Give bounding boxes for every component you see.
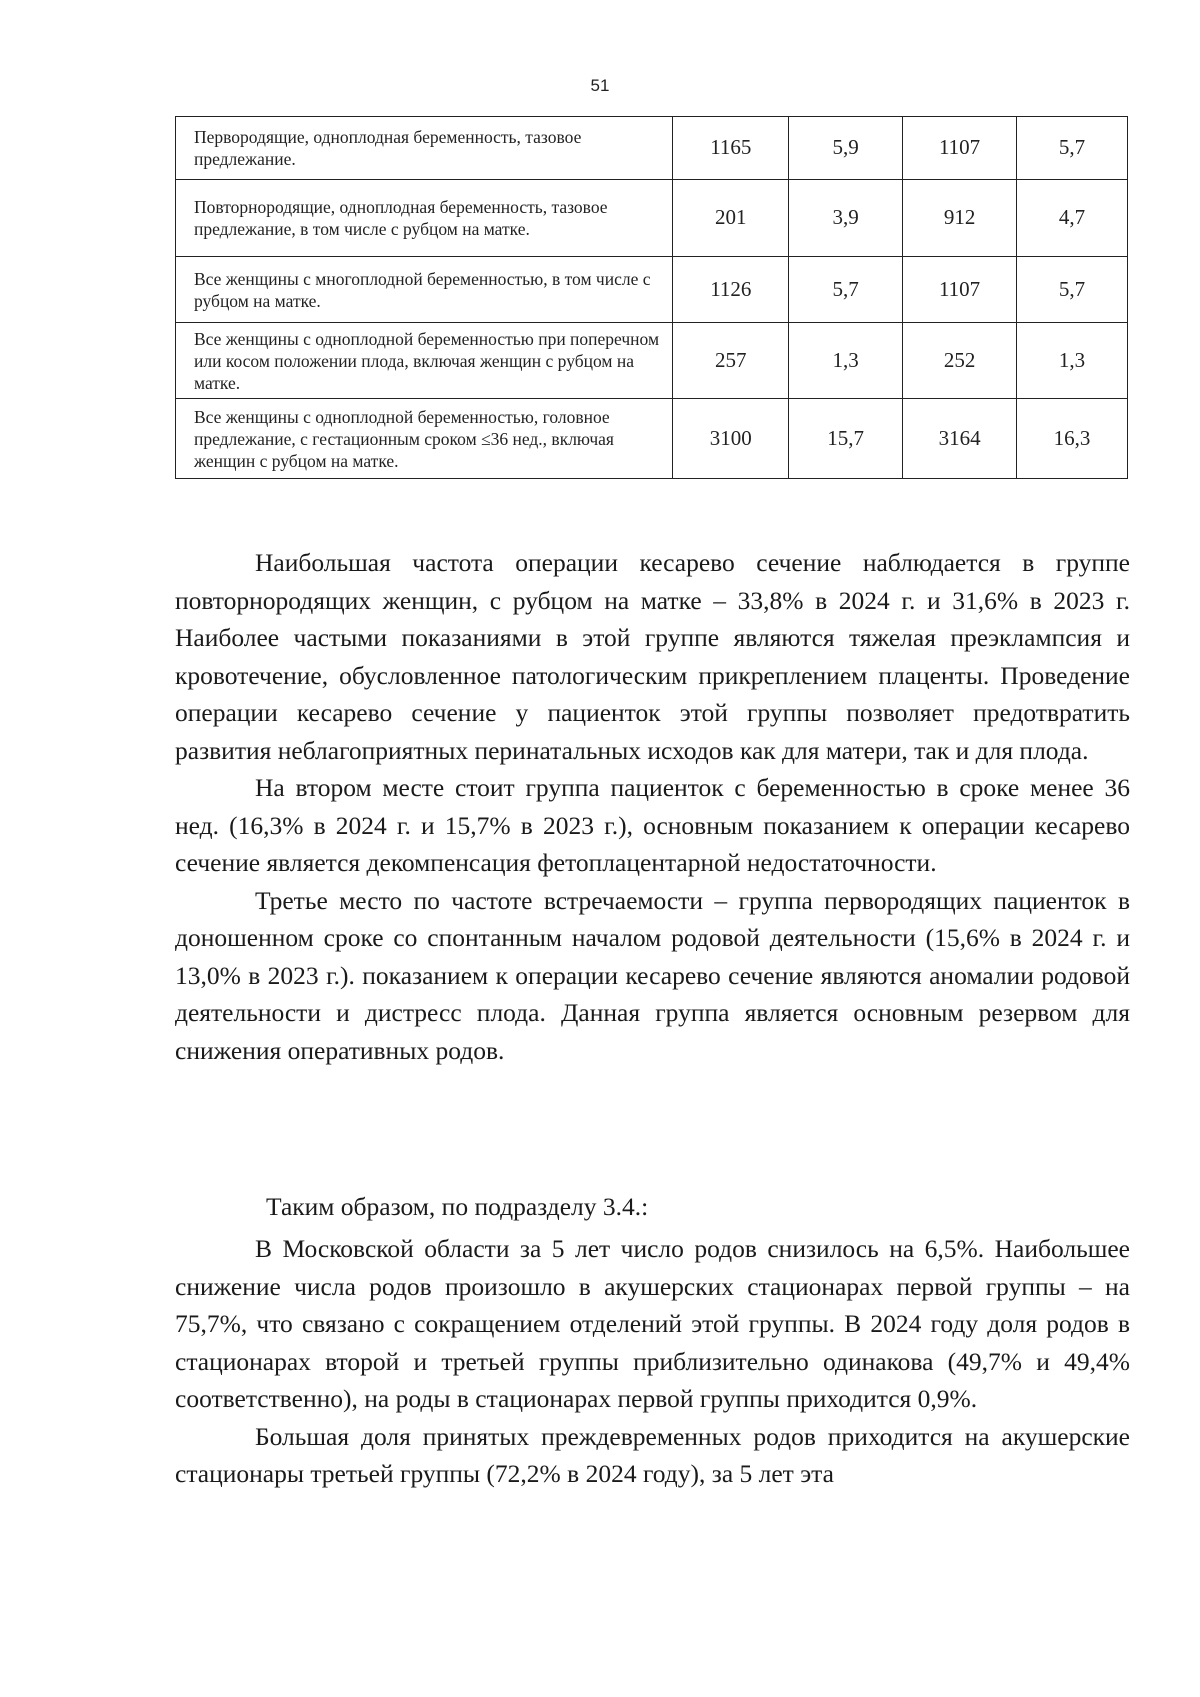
analysis-text <box>175 544 1130 1069</box>
cell-count-2024: 252 <box>903 323 1017 399</box>
paragraph: Большая доля принятых преждевременных родов приходится на акушерские стационары третьей группы (72,2% в 2024 году), за 5 лет эта <box>175 1421 1130 1488</box>
row-label: Все женщины с многоплодной беременностью, в том числе с рубцом на матке. <box>176 257 673 323</box>
paragraph: Наибольшая частота операции кесарево сечение наблюдается в группе повторнородящих женщин, с рубцом на матке – 33,8% в 2024 г. и 31,6% в 2023 г. Наиболее частыми показаниями в этой группе являются тяжелая преэклампсия и кровотечение, обусловленное патологическим прикреплением плаценты. Проведение операции кесарево сечение у пациенток этой группы позволяет предотвратить развития неблагоприятных перинатальных исходов как для матери, так и для плода. <box>175 548 1130 765</box>
table-row <box>176 257 1128 323</box>
cell-percent-2023: 3,9 <box>789 180 903 257</box>
table-row <box>176 117 1128 180</box>
conclusion-heading: Таким образом, по подразделу 3.4.: <box>266 1192 649 1221</box>
page-number: 51 <box>590 76 610 95</box>
cell-count-2024: 1107 <box>903 117 1017 180</box>
cell-count-2024: 912 <box>903 180 1017 257</box>
cell-count-2023: 3100 <box>673 399 789 479</box>
cell-percent-2024: 16,3 <box>1017 399 1128 479</box>
table-row <box>176 399 1128 479</box>
cell-count-2023: 1126 <box>673 257 789 323</box>
cell-count-2024: 3164 <box>903 399 1017 479</box>
table-row <box>176 323 1128 399</box>
cell-percent-2023: 15,7 <box>789 399 903 479</box>
cell-percent-2024: 1,3 <box>1017 323 1128 399</box>
row-label: Все женщины с одноплодной беременностью при поперечном или косом положении плода, включая женщин с рубцом на матке. <box>176 323 673 399</box>
cell-percent-2023: 5,7 <box>789 257 903 323</box>
cell-percent-2024: 5,7 <box>1017 257 1128 323</box>
cell-count-2023: 257 <box>673 323 789 399</box>
row-label: Все женщины с одноплодной беременностью, головное предлежание, с гестационным сроком ≤36 нед., включая женщин с рубцом на матке. <box>176 399 673 479</box>
cell-percent-2024: 5,7 <box>1017 117 1128 180</box>
cell-count-2023: 201 <box>673 180 789 257</box>
row-label: Повторнородящие, одноплодная беременность, тазовое предлежание, в том числе с рубцом на матке. <box>176 180 673 257</box>
cell-count-2023: 1165 <box>673 117 789 180</box>
conclusion-text <box>175 1230 1130 1493</box>
cell-percent-2023: 5,9 <box>789 117 903 180</box>
paragraph: Третье место по частоте встречаемости – группа первородящих пациенток в доношенном сроке со спонтанным началом родовой деятельности (15,6% в 2024 г. и 13,0% в 2023 г.). показанием к операции кесарево сечение являются аномалии родовой деятельности и дистресс плода. Данная группа является основным резервом для снижения оперативных родов. <box>175 885 1130 1065</box>
cesarean-groups-table <box>175 116 1128 479</box>
row-label: Первородящие, одноплодная беременность, тазовое предлежание. <box>176 117 673 180</box>
cell-percent-2024: 4,7 <box>1017 180 1128 257</box>
cell-count-2024: 1107 <box>903 257 1017 323</box>
paragraph: На втором месте стоит группа пациенток с беременностью в сроке менее 36 нед. (16,3% в 2024 г. и 15,7% в 2023 г.), основным показанием к операции кесарево сечение является декомпенсация фетоплацентарной недостаточности. <box>175 773 1130 877</box>
cell-percent-2023: 1,3 <box>789 323 903 399</box>
table-row <box>176 180 1128 257</box>
paragraph: В Московской области за 5 лет число родов снизилось на 6,5%. Наибольшее снижение числа родов произошло в акушерских стационарах первой группы – на 75,7%, что связано с сокращением отделений этой группы. В 2024 году доля родов в стационарах второй и третьей группы приблизительно одинакова (49,7% и 49,4% соответственно), на роды в стационарах первой группы приходится 0,9%. <box>175 1234 1130 1413</box>
